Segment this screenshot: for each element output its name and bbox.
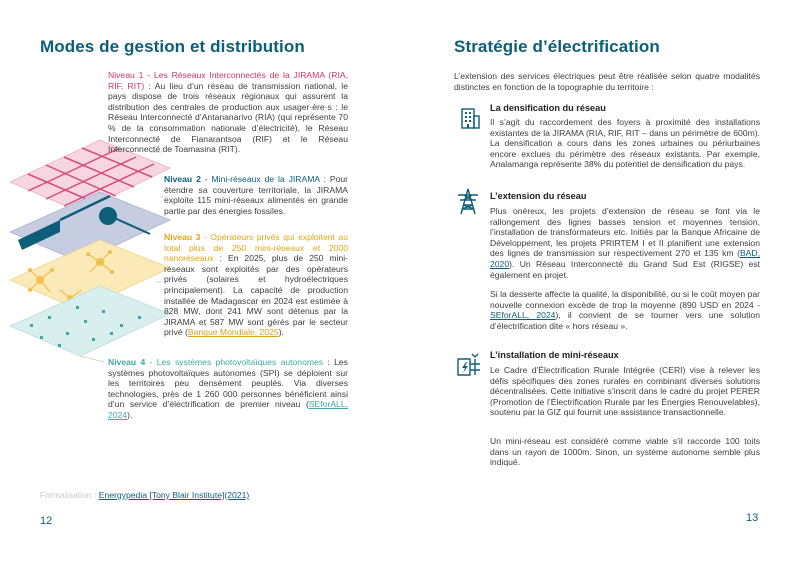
level2-body: : Pour étendre sa couverture territoriale, la JIRAMA exploite 115 mini-réseaux alimentés en grande partie par des énergies fossiles.: [164, 174, 348, 216]
level4-end: ).: [127, 409, 133, 420]
densification-body: Il s’agit du raccordement des foyers à proximité des installations existantes de la JIRAMA (RIA, RIF, RIT – dans un périmètre de 600m). La densification a cours dans les zones urbaines ou périurbaines encore exclues du périmètre des réseaux existants. Par exemple, Analamanga représente 38% du potentiel de densification du pays.: [490, 117, 760, 170]
level1-body: : Au lieu d’un réseau de transmission national, le pays dispose de trois réseaux régionaux qui assurent la distribution des centrales de production aux usager·ère·s : le Réseau Interconnecté d’Antananarivo (RIA) (qui représente 70 % de la consommation nationale d’électricité), le Réseau Interconnecté de Fianarantsoa (RIF) et le Réseau Interconnecté de Toamasina (RIT).: [108, 80, 348, 155]
source-label: Formalisation :: [40, 490, 99, 500]
source-link[interactable]: Energypedia [Tony Blair Institute](2021): [98, 490, 250, 500]
level2-heading-rest: - Mini-réseaux de la JIRAMA: [200, 174, 320, 184]
level4-heading-rest: - Les systèmes photovoltaïques autonomes: [145, 357, 324, 367]
level3-source-link[interactable]: Banque Mondiale, 2025: [187, 327, 279, 338]
transmission-tower-icon: [455, 187, 481, 215]
level3-heading: Niveau 3: [164, 232, 201, 242]
extension-body-1: [490, 206, 760, 280]
level1-heading: Niveau 1 - Les Réseaux Interconnectés de la JIRAMA (RIA, RIF, RIT): [108, 70, 348, 91]
connector-level4: [80, 356, 104, 362]
level4-body: : Les systèmes photovoltaïques autonomes (SPI) se déploient sur les territoires peu densément peuplés. Via diverses technologies, près de 1 260 000 personnes bénéficient ainsi d’un service d’électrification de premier niveau (: [108, 357, 348, 410]
minireseaux-heading: L’installation de mini-réseaux: [490, 350, 619, 360]
extension-seforall-link[interactable]: SEforALL, 2024: [490, 310, 556, 321]
extension-body-1-end: ). Un Réseau Interconnecté du Grand Sud Est (RIGSE) est également en projet.: [490, 258, 760, 280]
left-page-number: 12: [40, 515, 53, 527]
level4-source-link[interactable]: SEforALL, 2024: [108, 399, 348, 420]
minireseaux-body-2: Un mini-réseau est considéré comme viable s’il raccorde 100 toits dans un rayon de 1000m. Sinon, un système autonome semble plus indiqué.: [490, 436, 760, 468]
extension-body-2-text: Si la desserte affecte la qualité, la disponibilité, ou si le coût moyen par nouvelle connexion excède de trop la moyenne (890 USD en 2024 -: [490, 289, 760, 310]
level4-heading: Niveau 4: [108, 357, 146, 367]
level2-heading: Niveau 2: [164, 174, 201, 184]
extension-bad-link[interactable]: BAD, 2020: [490, 248, 760, 269]
extension-heading: L’extension du réseau: [490, 191, 587, 201]
extension-body-2-end: ), il convient de se tourner vers une solution d’électrification dite « hors réseau ».: [490, 310, 760, 331]
right-page-number: 13: [746, 512, 759, 524]
extension-body-2: [490, 289, 760, 331]
level3-end: ).: [278, 327, 284, 338]
right-intro: L’extension des services électriques peut être réalisée selon quatre modalités distinctes en fonction de la topographie du territoire :: [454, 71, 760, 92]
solar-panel-bolt-icon: [455, 350, 483, 378]
minireseaux-body-1: Le Cadre d’Électrification Rurale Intégrée (CERI) vise à relever les défis spécifiques des zones rurales en combinant diverses solutions décentralisées. Cette initiative s’inscrit dans le cadre du projet PERER (Promotion de l’Électrification Rurale par les Énergies Renouvelables), soutenu par la GIZ qui fournit une assistance transactionnelle.: [490, 365, 760, 418]
level3-heading-rest: - Opérateurs privés qui exploitent au total plus de 250 mini-réseaux et 2000 nanoréseaux: [164, 232, 348, 264]
right-page-title: Stratégie d’électrification: [454, 37, 660, 56]
left-page-title: Modes de gestion et distribution: [40, 37, 305, 56]
source-line: [40, 490, 249, 500]
level3-body: : En 2025, plus de 250 mini-réseaux sont exploités par des opérateurs privés (solaires et hydroélectriques principalement). La capacité de production installée de Madagascar en 2024 est estimée à 828 MW, dont 241 MW sont détenus par la JIRAMA et 587 MW sont gérés par le secteur privé (: [164, 253, 348, 338]
level3-text: [164, 232, 348, 338]
densification-heading: La densification du réseau: [490, 103, 606, 113]
level1-text: [108, 70, 348, 155]
level2-text: [164, 174, 348, 216]
level4-text: [108, 357, 348, 421]
building-icon: [458, 106, 482, 130]
extension-body-1-text: Plus onéreux, les projets d’extension de réseau se font via le rallongement des lignes basses tension et moyennes tension, l’installation de transformateurs etc. Initiés par la Banque Africaine de Développement, les projets PRIRTEM I et II planifient une extension des lignes de transmission sur respectivement 270 et 135 km (: [490, 206, 760, 259]
